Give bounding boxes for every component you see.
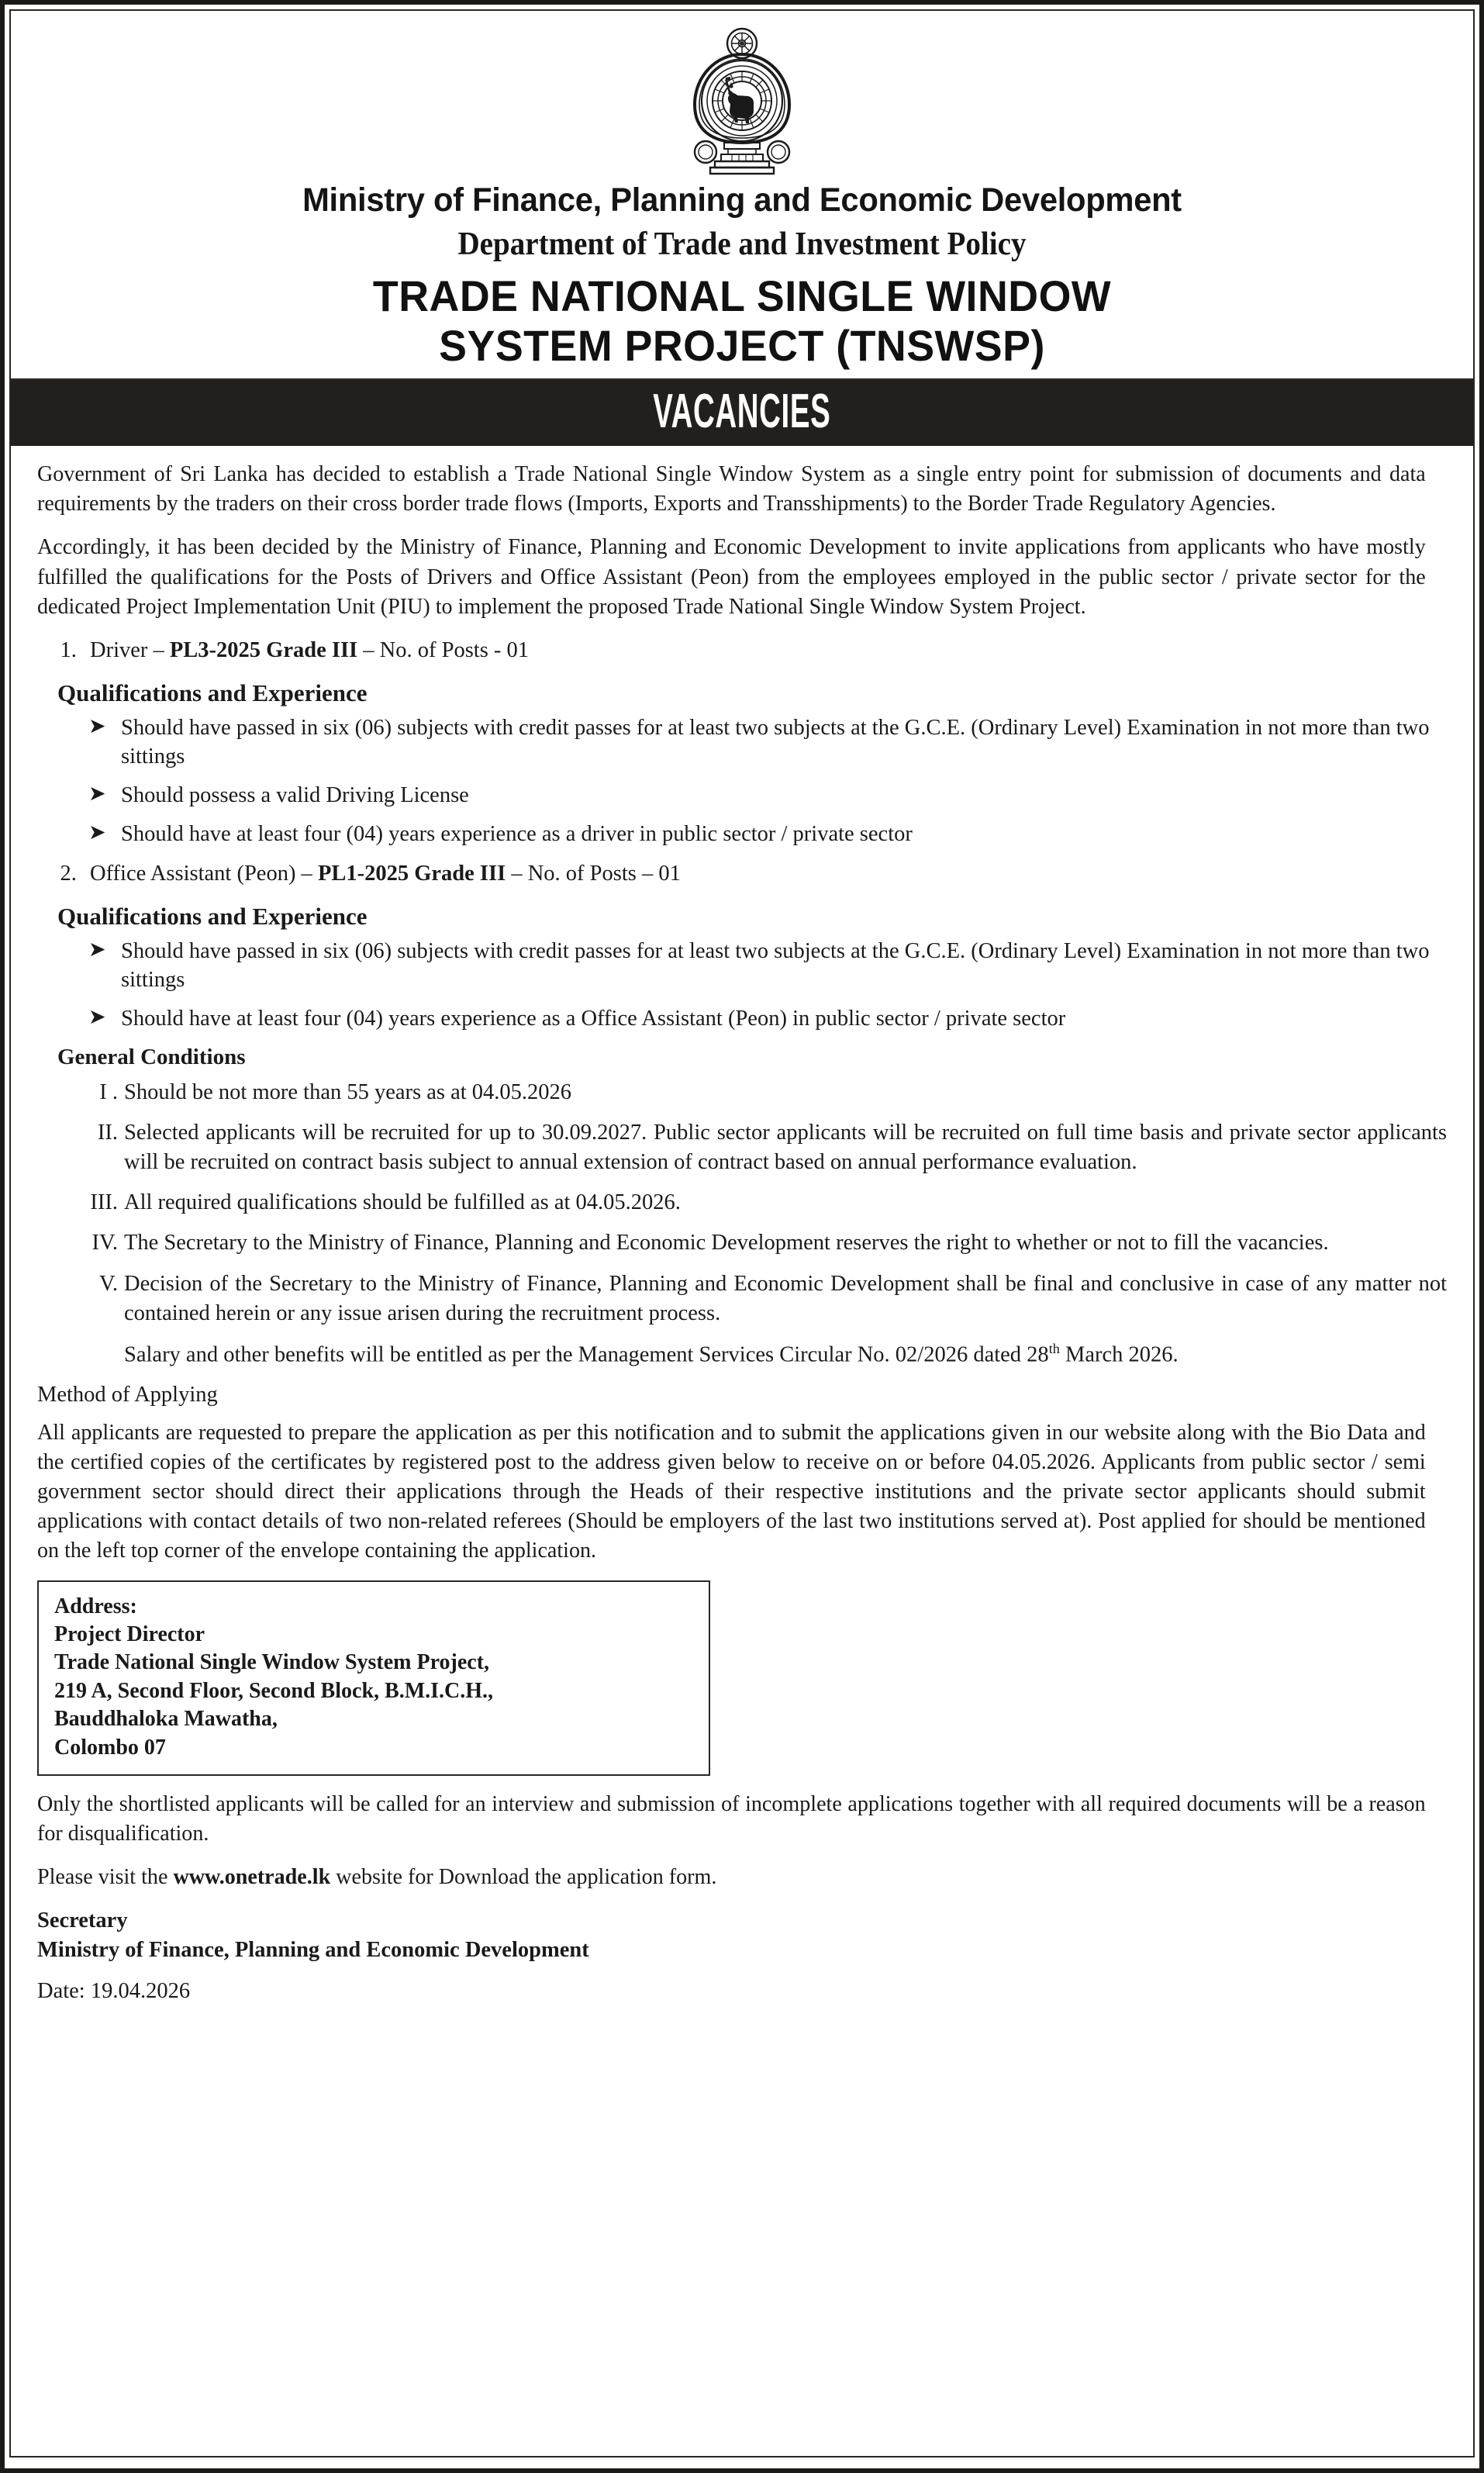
post-grade: PL3-2025 Grade III [169,638,358,663]
qualification-text: Should have at least four (04) years experience as a driver in public sector / private sector [121,821,913,846]
general-condition-text: Decision of the Secretary to the Ministry of Finance, Planning and Economic Development shall be final and conclusive in case of any matter not contained herein or any issue arisen during the recruitment process. [124,1271,1447,1325]
post-list-2 [37,859,1447,889]
general-condition-item [81,1078,1447,1107]
qualification-item [88,781,1447,810]
arrow-bullet-icon: ➤ [88,713,106,738]
intro-paragraph-2: Accordingly, it has been decided by the Ministry of Finance, Planning and Economic Development to invite applications from applicants who have mostly fulfilled the qualifications for the Posts of Drivers and Office Assistant (Peon) from the employees employed in the public sector / private sector for the dedicated Project Implementation Unit (PIU) to implement the proposed Trade National Single Window System Project. [37,535,1426,619]
arrow-bullet-icon: ➤ [88,820,106,844]
address-box [37,1580,710,1776]
signoff-ministry: Ministry of Finance, Planning and Economic Development [37,1938,589,1963]
document-header [11,11,1473,380]
qualification-text: Should have at least four (04) years experience as a Office Assistant (Peon) in public sector / private sector [121,1007,1066,1031]
signoff-secretary: Secretary [37,1908,128,1933]
qualification-text: Should possess a valid Driving License [121,782,469,807]
general-condition-text: Selected applicants will be recruited for up to 30.09.2027. Public sector applicants will be recruited on full time basis and private sector applicants will be recruited on contract basis subject to annual extension of contract based on annual performance evaluation. [124,1120,1447,1174]
address-line-2: Trade National Single Window System Project, [54,1650,490,1675]
qualifications-heading-1: Qualifications and Experience [57,679,368,706]
qualification-item [88,820,1447,849]
qualifications-list-1 [37,713,1447,848]
salary-note [124,1339,1447,1370]
document-frame [9,9,1475,2457]
qualification-item [88,713,1447,772]
post-item-driver [82,636,1447,665]
general-conditions-list [37,1078,1447,1328]
document-footer [37,1790,1447,2004]
address-line-3: 219 A, Second Floor, Second Block, B.M.I.C.H., [54,1678,494,1703]
arrow-bullet-icon: ➤ [88,781,106,806]
address-line-5: Colombo 07 [54,1735,166,1760]
roman-numeral: V. [98,1271,118,1296]
notice-date: Date: 19.04.2026 [37,1978,191,2003]
project-title [40,271,1444,371]
salary-note-ordinal: th [1048,1340,1060,1356]
qualifications-list-2 [37,937,1447,1034]
post-title-prefix: Driver – [90,638,170,663]
general-condition-item [81,1228,1447,1258]
vacancies-banner-label: VACANCIES [653,385,831,438]
general-condition-item [81,1118,1447,1177]
roman-numeral: I . [99,1079,118,1104]
qualification-item [88,937,1447,995]
project-title-line1: TRADE NATIONAL SINGLE WINDOW [372,271,1112,321]
address-line-1: Project Director [54,1622,205,1646]
salary-note-part1: Salary and other benefits will be entitled as per the Management Services Circular No. 02/2026 dated 28 [124,1342,1049,1367]
department-title: Department of Trade and Investment Policy [457,226,1027,263]
qualification-text: Should have passed in six (06) subjects with credit passes for at least two subjects at the G.C.E. (Ordinary Level) Examination in not more than two sittings [121,938,1430,993]
qualification-text: Should have passed in six (06) subjects with credit passes for at least two subjects at the G.C.E. (Ordinary Level) Examination in not more than two sittings [121,715,1430,769]
post-grade: PL1-2025 Grade III [317,862,506,886]
arrow-bullet-icon: ➤ [88,1005,106,1029]
qualifications-heading-2: Qualifications and Experience [57,902,368,930]
general-conditions-heading: General Conditions [57,1044,246,1069]
post-title-suffix: – No. of Posts – 01 [506,862,681,886]
general-condition-text: The Secretary to the Ministry of Finance, Planning and Economic Development reserves the right to whether or not to fill the vacancies. [124,1231,1329,1255]
website-link[interactable]: www.onetrade.lk [173,1865,331,1890]
website-note-suffix: website for Download the application form. [330,1865,717,1890]
website-note-prefix: Please visit the [37,1865,174,1890]
vacancies-banner [11,380,1473,446]
method-of-applying-paragraph: All applicants are requested to prepare the application as per this notification and to submit the applications given in our website along with the Bio Data and the certified copies of the certificates by registered post to the address given below to receive on or before 04.05.2026. Applicants from public sector / semi government sector should direct their applications through the Heads of their respective institutions and the private sector applicants should submit applications with contact details of two non-related referees (Should be employers of the last two institutions served at). Post applied for should be mentioned on the left top corner of the envelope containing the application. [37,1420,1426,1563]
website-note [37,1863,1426,1892]
document-body [11,446,1473,2027]
general-condition-item [81,1188,1447,1218]
roman-numeral: II. [97,1120,118,1145]
address-line-4: Bauddhaloka Mawatha, [54,1707,278,1732]
intro-paragraph-1: Government of Sri Lanka has decided to establish a Trade National Single Window System as a single entry point for submission of documents and data requirements by the traders on their cross border trade flows (Imports, Exports and Transshipments) to the Border Trade Regulatory Agencies. [37,462,1426,516]
arrow-bullet-icon: ➤ [88,937,106,962]
ministry-title: Ministry of Finance, Planning and Economic Development [302,181,1182,219]
shortlist-note: Only the shortlisted applicants will be called for an interview and submission of incomplete applications together with all required documents will be a reason for disqualification. [37,1791,1426,1846]
roman-numeral: III. [90,1190,118,1215]
qualification-item [88,1004,1447,1034]
general-condition-item [81,1269,1447,1328]
post-title-prefix: Office Assistant (Peon) – [90,862,318,886]
general-condition-text: Should be not more than 55 years as at 04.05.2026 [124,1079,572,1104]
project-title-line2: SYSTEM PROJECT (TNSWSP) [439,321,1045,371]
salary-note-part2: March 2026. [1059,1342,1179,1367]
roman-numeral: IV. [91,1231,118,1255]
address-label: Address: [54,1594,137,1618]
post-item-office-assistant [82,859,1447,889]
general-condition-text: All required qualifications should be fulfilled as at 04.05.2026. [124,1190,681,1215]
post-list-1 [37,636,1447,665]
method-of-applying-heading: Method of Applying [37,1382,218,1407]
sri-lanka-national-emblem-icon [676,25,808,177]
post-title-suffix: – No. of Posts - 01 [357,638,530,663]
